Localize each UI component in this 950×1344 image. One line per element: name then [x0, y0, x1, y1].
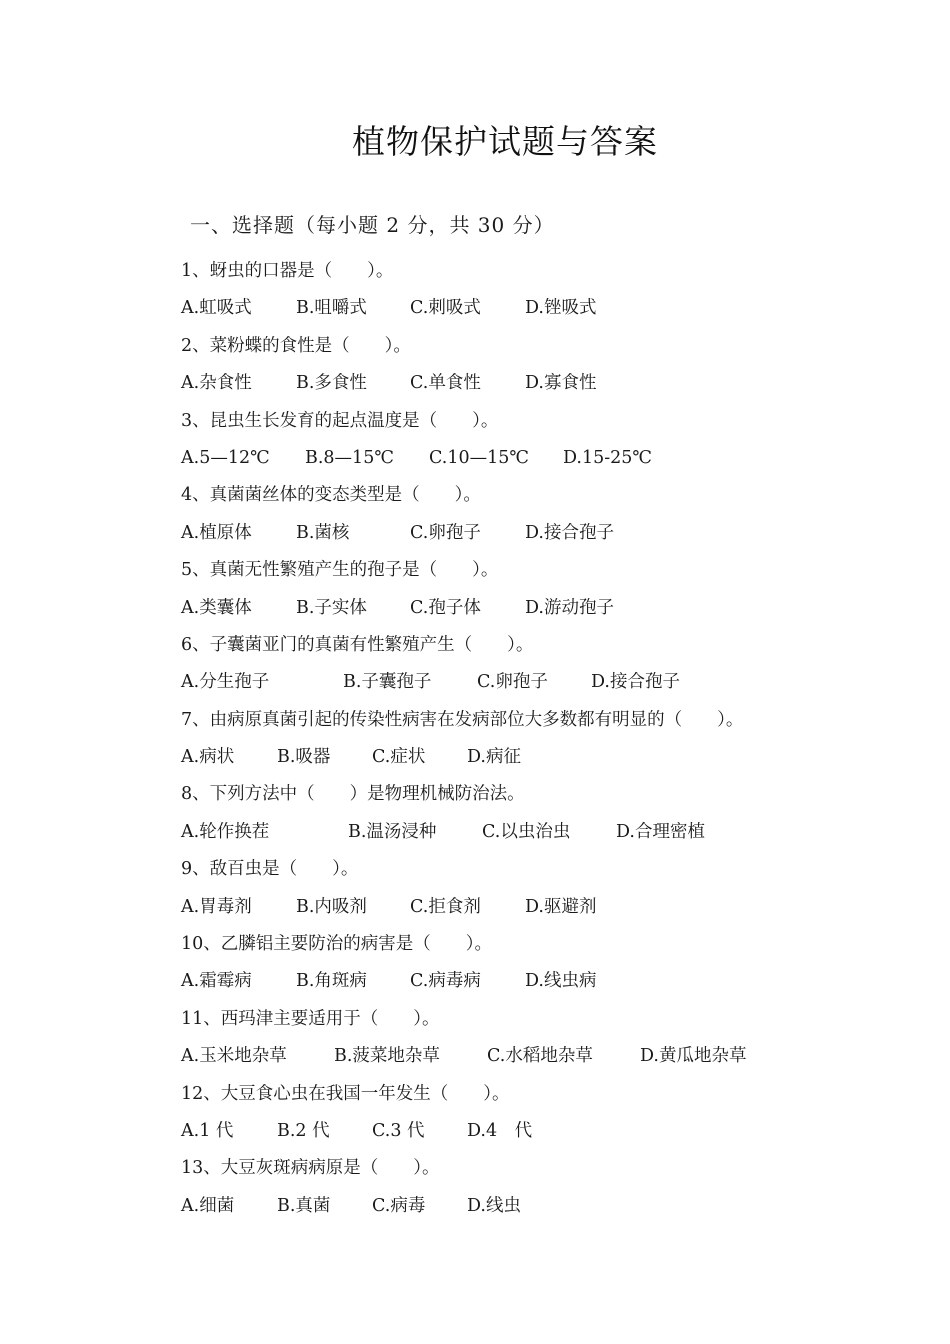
option-c: C.病毒 — [372, 1195, 426, 1216]
options-row — [181, 1041, 901, 1078]
options-row — [181, 817, 901, 854]
question-text: 6、子囊菌亚门的真菌有性繁殖产生（ ）。 — [181, 634, 534, 655]
option-b: B.菠菜地杂草 — [334, 1046, 440, 1067]
option-c: C.单食性 — [410, 373, 481, 394]
option-d: D.驱避剂 — [525, 896, 597, 917]
option-a: A.1 代 — [181, 1120, 234, 1141]
option-c: C.卵孢子 — [477, 672, 548, 693]
option-a: A.霜霉病 — [181, 971, 252, 992]
section-heading: 一、选择题（每小题 2 分，共 30 分） — [190, 213, 555, 237]
question-text: 13、大豆灰斑病病原是（ ）。 — [181, 1158, 440, 1179]
option-a: A.玉米地杂草 — [181, 1046, 287, 1067]
option-c: C.3 代 — [372, 1120, 425, 1141]
options-row — [181, 966, 901, 1003]
option-a: A.虹吸式 — [181, 298, 252, 319]
options-row — [181, 593, 901, 630]
option-b: B.温汤浸种 — [348, 821, 437, 842]
option-a: A.杂食性 — [181, 373, 252, 394]
option-b: B.子实体 — [296, 597, 367, 618]
option-d: D.寡食性 — [525, 373, 597, 394]
option-d: D.黄瓜地杂草 — [640, 1046, 747, 1067]
option-c: C.拒食剂 — [410, 896, 481, 917]
option-c: C.卵孢子 — [410, 522, 481, 543]
options-row — [181, 443, 901, 480]
options-row — [181, 892, 901, 929]
option-d: D.接合孢子 — [591, 672, 680, 693]
question-text: 7、由病原真菌引起的传染性病害在发病部位大多数都有明显的（ ）。 — [181, 709, 744, 730]
question-text: 1、蚜虫的口器是（ ）。 — [181, 261, 394, 281]
option-b: B.子囊孢子 — [343, 672, 432, 693]
option-a: A.分生孢子 — [181, 672, 270, 693]
option-d: D.合理密植 — [616, 821, 705, 842]
option-b: B.真菌 — [277, 1195, 331, 1216]
question-text: 9、敌百虫是（ ）。 — [181, 859, 359, 880]
option-d: D.15-25℃ — [563, 447, 652, 468]
option-c: C.水稻地杂草 — [487, 1046, 593, 1067]
option-a: A.类囊体 — [181, 597, 252, 618]
question-text: 4、真菌菌丝体的变态类型是（ ）。 — [181, 485, 481, 506]
page-title: 植物保护试题与答案 — [352, 122, 658, 161]
option-b: B.咀嚼式 — [296, 298, 367, 319]
option-d: D.线虫 — [467, 1195, 521, 1216]
option-a: A.病状 — [181, 747, 235, 768]
question-text: 11、西玛津主要适用于（ ）。 — [181, 1008, 440, 1029]
option-d: D.游动孢子 — [525, 597, 614, 618]
option-b: B.8—15℃ — [305, 447, 394, 468]
option-d: D.病征 — [467, 747, 521, 768]
option-c: C.以虫治虫 — [482, 821, 571, 842]
options-row — [181, 518, 901, 555]
option-c: C.刺吸式 — [410, 298, 481, 319]
option-a: A.植原体 — [181, 522, 252, 543]
option-c: C.孢子体 — [410, 597, 481, 618]
options-row — [181, 293, 901, 330]
question-text: 2、菜粉蝶的食性是（ ）。 — [181, 335, 411, 356]
option-b: B.菌核 — [296, 522, 350, 543]
option-a: A.细菌 — [181, 1195, 235, 1216]
option-a: A.胃毒剂 — [181, 896, 252, 917]
options-row — [181, 1116, 901, 1153]
options-row — [181, 742, 901, 779]
option-a: A.轮作换茬 — [181, 821, 270, 842]
option-d: D.4 代 — [467, 1120, 533, 1141]
option-d: D.锉吸式 — [525, 298, 597, 319]
options-row — [181, 1191, 901, 1228]
option-d: D.线虫病 — [525, 971, 597, 992]
question-text: 8、下列方法中（ ）是物理机械防治法。 — [181, 784, 525, 805]
options-row — [181, 667, 901, 704]
option-c: C.10—15℃ — [429, 447, 529, 468]
option-c: C.症状 — [372, 747, 426, 768]
option-b: B.角斑病 — [296, 971, 367, 992]
options-row — [181, 368, 901, 405]
option-b: B.内吸剂 — [296, 896, 367, 917]
option-b: B.多食性 — [296, 373, 367, 394]
option-b: B.2 代 — [277, 1120, 330, 1141]
question-text: 5、真菌无性繁殖产生的孢子是（ ）。 — [181, 560, 499, 581]
question-list — [181, 256, 901, 1228]
option-c: C.病毒病 — [410, 971, 481, 992]
question-text: 12、大豆食心虫在我国一年发生（ ）。 — [181, 1083, 510, 1104]
option-d: D.接合孢子 — [525, 522, 614, 543]
option-b: B.吸器 — [277, 747, 331, 768]
question-text: 10、乙膦铝主要防治的病害是（ ）。 — [181, 934, 493, 955]
question-text: 3、昆虫生长发育的起点温度是（ ）。 — [181, 410, 499, 431]
option-a: A.5—12℃ — [181, 447, 270, 468]
